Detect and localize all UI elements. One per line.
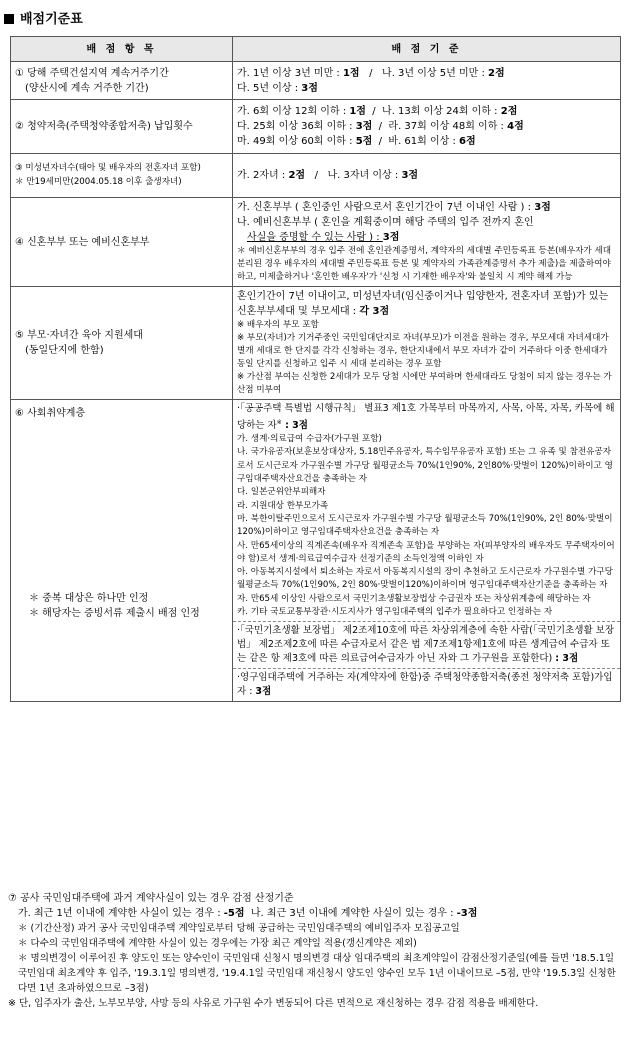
section-2: ·「국민기초생활 보장법」 제2조제10호에 따른 차상위계층에 속한 사람(「국민기초생활 보장법」 제2조제2호에 따른 수급자로서 같은 법 제7조제1항제1호에 따른 생계급여 수급자 또는 같은 항 제3호에 따른 의료급여수급자가 아닌 자와 그 가구원을 포함한다) : 3점 [233, 622, 620, 669]
section-3: ·영구임대주택에 거주하는 자(계약자에 한함)중 주택청약종합저축(종전 청약저축 포함)가입자 : 3점 [237, 672, 613, 698]
header-item: 배 점 항 목 [11, 37, 233, 62]
table-row-5 [11, 287, 621, 400]
table-row-1 [11, 62, 621, 100]
criteria-cell: 혼인기간이 7년 이내이고, 미성년자녀(임신중이거나 입양한자, 전혼자녀 포함)가 있는 신혼부부세대 및 부모세대 : 각 3점 ※ 배우자의 부모 포함 ※ 부모(자녀)가 기거주중인 국민임대단지로 자녀(부모)가 이전을 원하는 경우, 부모세대 자녀세대가 별개 세대로 한 단지를 각각 신청하는 경우, 한단지내에서 부모 자녀가 같이 거주하다 이중 한세대가 동일 단지를 신청하고 입주 시 세대 분리하는 경우 포함 ※ 가산점 부여는 신청한 2세대가 모두 당첨 시에만 부여하며 한세대라도 당첨이 되지 않는 경우는 가산점 미부여 [233, 287, 621, 400]
table-row-6 [11, 400, 621, 702]
table-row-2 [11, 100, 621, 154]
table-header-row [11, 37, 621, 62]
item-cell: ⑥ 사회취약계층 ＊ 중복 대상은 하나만 인정 ＊ 해당자는 증빙서류 제출시 배점 인정 [11, 400, 233, 702]
footer-notes: ⑦ 공사 국민임대주택에 과거 계약사실이 있는 경우 감점 산정기준 가. 최근 1년 이내에 계약한 사실이 있는 경우 : -5점 나. 최근 3년 이내에 계약한 사실이 있는 경우 : -3점 ＊ (기간산정) 과거 공사 국민임대주택 계약일로부터 당해 공급하는 국민임대주택의 예비입주자 모집공고일 ＊ 다수의 국민임대주택에 계약한 사실이 있는 경우에는 가장 최근 계약일 적용(갱신계약은 제외) ＊ 명의변경이 이루어진 후 양도인 또는 양수인이 국민임대 신청시 명의변경 대상 임대주택의 최초계약일이 감점산정기준일(예를 들면 '18.5.1일 국민임대 최초계약 후 입주, '19.3.1일 명의변경, '19.4.1일 국민임대 재신청시 양도인 양수인 모두 1년 이내이므로 –5점, 만약 '19.5.3일 신청한다면 1년 초과하였으므로 –3점) ※ 단, 입주자가 출산, 노부모부양, 사망 등의 사유로 가구원 수가 변동되어 다른 면적으로 재신청하는 경우 감점 적용을 배제한다. [8, 893, 616, 1009]
criteria-cell: 가. 신혼부부 ( 혼인중인 사람으로서 혼인기간이 7년 이내인 사람 ) : 3점 나. 예비신혼부부 ( 혼인을 계획중이며 해당 주택의 입주 전까지 혼인 사실을 증명할 수 있는 사람 ) : 3점 ＊ 예비신혼부부의 경우 입주 전에 혼인관계증명서, 계약자의 세대별 주민등록표 등본(배우자가 세대 분리된 경우 배우자의 세대별 주민등록표 등본 및 계약자의 가족관계증명서 추가 제출)을 제출하여야 하고, 미제출하거나 '혼인한 배우자'가 '신청 시 기재한 배우자'와 불일치 시 계약 해제 가능 [233, 198, 621, 287]
page-title: 배점기준표 [4, 8, 83, 27]
criteria-cell: 가. 1년 이상 3년 미만 : 1점 / 나. 3년 이상 5년 미만 : 2점 다. 5년 이상 : 3점 [233, 62, 621, 100]
item-cell: ⑤ 부모·자녀간 육아 지원세대 (동일단지에 한함) [11, 287, 233, 400]
item-cell: ③ 미성년자녀수(태아 및 배우자의 전혼자녀 포함) ＊ 만19세미만(2004.05.18 이후 출생자녀) [11, 154, 233, 198]
item-cell: ② 청약저축(주택청약종합저축) 납입횟수 [11, 100, 233, 154]
table-row-3 [11, 154, 621, 198]
header-criteria: 배 점 기 준 [233, 37, 621, 62]
criteria-cell [233, 400, 621, 702]
section-1: ·「공공주택 특별법 시행규칙」 별표3 제1호 가목부터 마목까지, 사목, 아목, 자목, 카목에 해당하는 자※ : 3점 가. 생계·의료급여 수급자(가구원 포함) 나. 국가유공자(보훈보상대상자, 5.18민주유공자, 특수임무유공자 포함) 또는 그 유족 및 참전유공자로서 도시근로자 가구원수별 가구당 월평균소득 70%(1인90%, 2인80%·맞벌이 120%)이하이고 영구임대주택자산요건을 충족하는 자 다. 일본군위안부피해자 라. 지원대상 한부모가족 마. 북한이탈주민으로서 도시근로자 가구원수별 가구당 월평균소득 70%(1인90%, 2인 80%·맞벌이 120%)이하이고 영구임대주택자산요건을 충족하는 자 사. 만65세이상의 직계존속(배우자 직계존속 포함)을 부양하는 자(피부양자의 배우자도 무주택자이어야 함)로서 생계·의료급여수급자 선정기준의 소득인정액 이하인 자 아. 아동복지시설에서 퇴소하는 자로서 아동복지시설의 장이 추천하고 도시근로자 가구원수별 가구당 월평균소득 70%(1인90%, 2인 80%·맞벌이120%)이하이며 영구임대주택자산기준을 충족하는 자 자. 만65세 이상인 사람으로서 국민기초생활보장법상 수급권자 또는 차상위계층에 해당하는 자 카. 기타 국토교통부장관·시도지사가 영구임대주택의 입주가 필요하다고 인정하는 자 [233, 400, 620, 622]
criteria-cell: 가. 2자녀 : 2점 / 나. 3자녀 이상 : 3점 [233, 154, 621, 198]
item-cell: ④ 신혼부부 또는 예비신혼부부 [11, 198, 233, 287]
square-bullet-icon [4, 14, 14, 24]
item-cell: ① 당해 주택건설지역 계속거주기간 (양산시에 계속 거주한 기간) [11, 62, 233, 100]
table-row-4 [11, 198, 621, 287]
criteria-cell: 가. 6회 이상 12회 이하 : 1점 / 나. 13회 이상 24회 이하 : 2점 다. 25회 이상 36회 이하 : 3점 / 라. 37회 이상 48회 이하 : 4점 마. 49회 이상 60회 이하 : 5점 / 바. 61회 이상 : 6점 [233, 100, 621, 154]
score-table [10, 36, 621, 702]
